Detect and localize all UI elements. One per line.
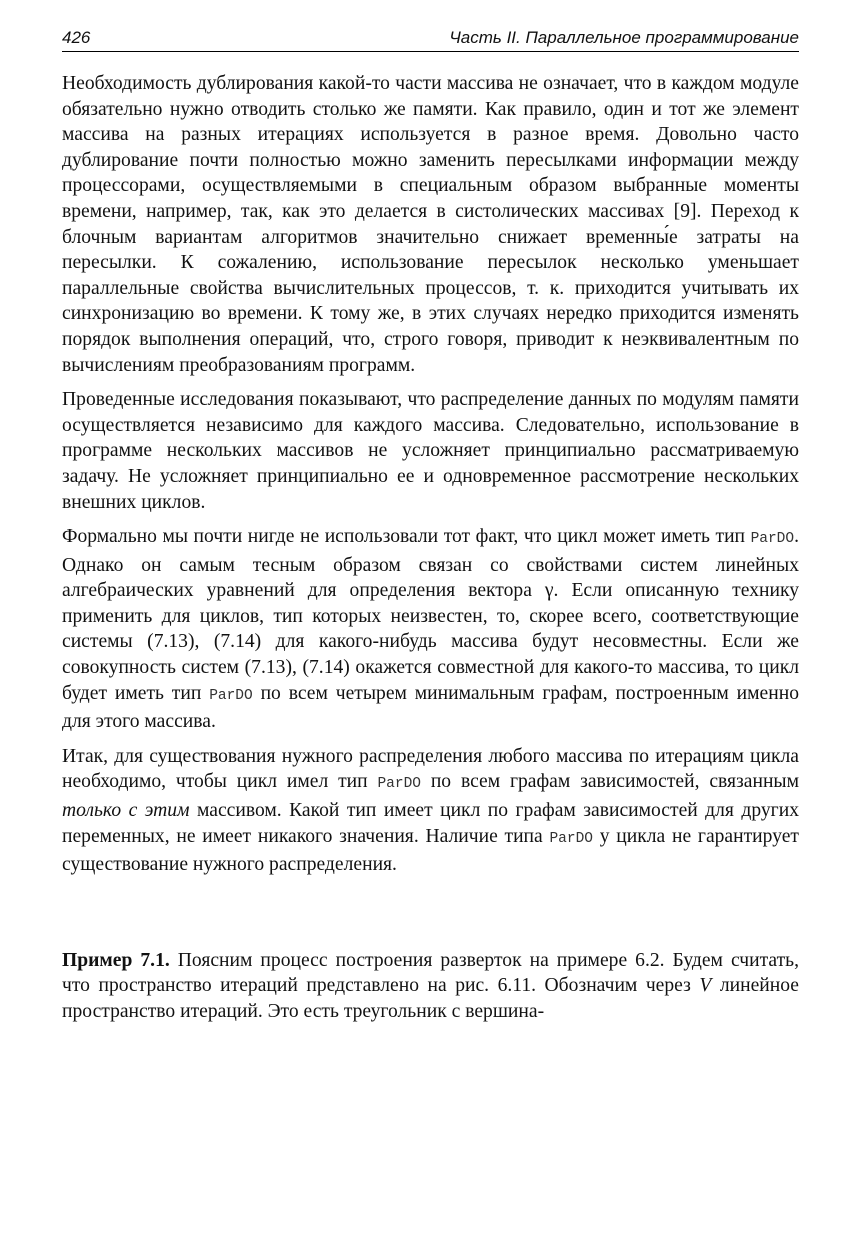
variable-v: V <box>699 975 712 997</box>
running-title: Часть II. Параллельное программирование <box>449 28 799 47</box>
running-header <box>62 28 799 52</box>
code-pardo: ParDO <box>377 776 421 793</box>
paragraph-1: Необходимость дублирования какой-то части массива не означает, что в каждом модуле обязательно нужно отводить столько же памяти. Как правило, один и тот же элемент массива на разных итерациях используется в разное время. Довольно часто дублирование почти полностью можно заменить пересылками информации между процессорами, осуществляемыми в специальным образом выбранные моменты времени, например, так, как это делается в систолических массивах [9]. Переход к блочным вариантам алгоритмов значительно снижает временны́е затраты на пересылки. К сожалению, использование пересылок несколько уменьшает параллельные свойства вычислительных процессов, т. к. приходится учитывать их синхронизацию во времени. К тому же, в этих случаях нередко приходится изменять порядок выполнения операций, что, строго говоря, приводит к неэквивалентным по вычислениям преобразованиям программ. <box>62 73 799 376</box>
page-number: 426 <box>62 28 91 47</box>
example-7-1 <box>62 948 799 1025</box>
body-text <box>62 71 799 1025</box>
code-pardo: ParDO <box>209 687 253 704</box>
code-pardo: ParDO <box>750 531 795 548</box>
example-label: Пример 7.1. <box>62 949 170 971</box>
paragraph-3-text-b: . Однако он самым тесным образом связан со свойствами систем линейных алгебраических уравнений для определения вектора γ. Если описанную технику применить для циклов, тип которых неизвестен, то, скорее всего, соответствующие системы (7.13), (7.14) для какого-нибудь массива будут несовместны. Если же совокупность систем (7.13), (7.14) окажется совместной для какого-то массива, то цикл будет иметь тип <box>62 526 799 704</box>
paragraph-3-text-a: Формально мы почти нигде не использовали тот факт, что цикл может иметь тип <box>62 526 751 548</box>
page <box>62 28 799 1025</box>
emphasis-only-with-this: только с этим <box>62 800 190 822</box>
paragraph-4-text-b: по всем графам зависимостей, связанным <box>420 771 799 793</box>
example-text-a: Поясним процесс построения разверток на примере 6.2. Будем считать, что пространство итераций представлено на рис. 6.11. Обозначим через <box>62 949 799 997</box>
paragraph-3 <box>62 524 799 735</box>
paragraph-3-text-c: по всем четырем минимальным графам, построенным именно для этого массива. <box>62 682 799 733</box>
paragraph-4-text-a: Итак, для существования нужного распределения любого массива по итерациям цикла необходимо, чтобы цикл имел тип <box>62 745 799 793</box>
example-text-b: линейное пространство итераций. Это есть треугольник с вершина- <box>62 975 799 1022</box>
paragraph-4 <box>62 744 799 878</box>
paragraph-2: Проведенные исследования показывают, что распределение данных по модулям памяти осуществляется независимо для каждого массива. Следовательно, использование в программе нескольких массивов не усложняет принципиально рассматриваемую задачу. Не усложняет принципиально ее и одновременное рассмотрение нескольких внешних циклов. <box>62 389 799 513</box>
paragraph-4-text-d: у цикла не гарантирует существование нужного распределения. <box>62 825 799 876</box>
paragraph-4-text-c: массивом. Какой тип имеет цикл по графам зависимостей для других переменных, не имеет никакого значения. Наличие типа <box>62 800 800 847</box>
code-pardo: ParDO <box>549 830 593 847</box>
